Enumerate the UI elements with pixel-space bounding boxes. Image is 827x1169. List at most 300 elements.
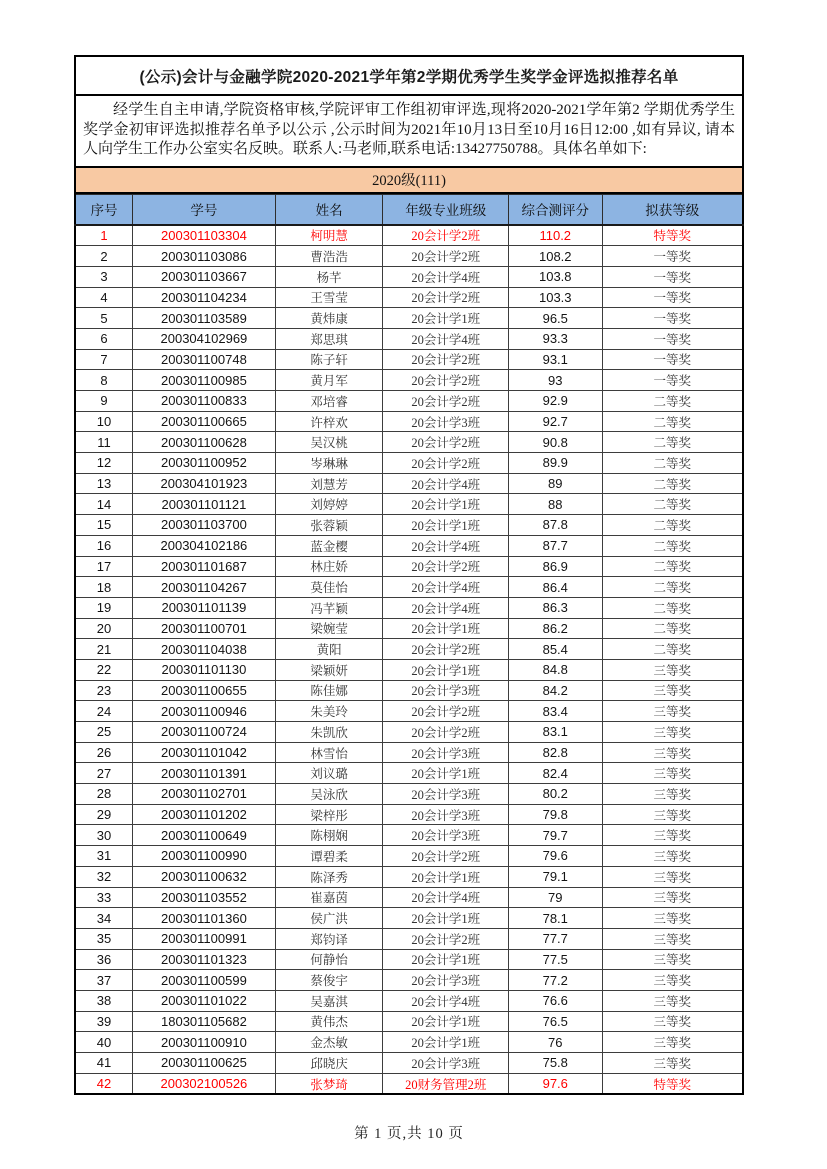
table-row: [75, 866, 743, 887]
cell-name: 许梓欢: [275, 411, 383, 432]
cell-name: 林雪怡: [275, 742, 383, 763]
cell-score: 87.7: [509, 535, 603, 556]
table-row: [75, 846, 743, 867]
cell-no: 11: [75, 432, 132, 453]
cell-score: 86.3: [509, 597, 603, 618]
cell-id: 200301104234: [132, 287, 275, 308]
scholarship-table: [74, 194, 744, 1096]
cell-id: 200301101687: [132, 556, 275, 577]
col-header-student-id: 学号: [132, 194, 275, 225]
cell-award: 三等奖: [602, 928, 743, 949]
table-row: [75, 556, 743, 577]
cell-award: 二等奖: [602, 577, 743, 598]
cell-score: 76.5: [509, 1011, 603, 1032]
cell-award: 二等奖: [602, 535, 743, 556]
cell-name: 蔡俊宇: [275, 970, 383, 991]
cell-score: 86.2: [509, 618, 603, 639]
cell-award: 三等奖: [602, 846, 743, 867]
cell-no: 25: [75, 722, 132, 743]
table-row: [75, 266, 743, 287]
cell-name: 朱美玲: [275, 701, 383, 722]
cell-name: 梁婉莹: [275, 618, 383, 639]
cell-award: 一等奖: [602, 349, 743, 370]
col-header-score: 综合测评分: [509, 194, 603, 225]
cell-id: 200301100701: [132, 618, 275, 639]
cell-id: 200301101130: [132, 659, 275, 680]
cell-class: 20会计学1班: [383, 494, 509, 515]
cell-id: 200301100632: [132, 866, 275, 887]
table-row: [75, 225, 743, 246]
cell-award: 一等奖: [602, 308, 743, 329]
cell-score: 88: [509, 494, 603, 515]
cell-award: 一等奖: [602, 328, 743, 349]
cell-id: 200301104267: [132, 577, 275, 598]
cell-id: 200301100625: [132, 1053, 275, 1074]
cell-name: 黄炜康: [275, 308, 383, 329]
notice-document: [74, 55, 744, 1095]
cell-name: 黄阳: [275, 639, 383, 660]
cell-award: 二等奖: [602, 432, 743, 453]
table-row: [75, 515, 743, 536]
cell-id: 200301104038: [132, 639, 275, 660]
cell-no: 31: [75, 846, 132, 867]
table-row: [75, 990, 743, 1011]
cell-no: 26: [75, 742, 132, 763]
table-row: [75, 246, 743, 267]
cell-no: 2: [75, 246, 132, 267]
cell-award: 三等奖: [602, 763, 743, 784]
table-row: [75, 473, 743, 494]
document-title: (公示)会计与金融学院2020-2021学年第2学期优秀学生奖学金评选拟推荐名单: [74, 55, 744, 96]
cell-name: 杨芊: [275, 266, 383, 287]
cell-class: 20会计学1班: [383, 949, 509, 970]
cell-score: 97.6: [509, 1073, 603, 1094]
cell-name: 吴泳欣: [275, 784, 383, 805]
cell-no: 7: [75, 349, 132, 370]
cell-name: 邱晓庆: [275, 1053, 383, 1074]
cell-no: 8: [75, 370, 132, 391]
table-row: [75, 391, 743, 412]
col-header-class: 年级专业班级: [383, 194, 509, 225]
cell-award: 特等奖: [602, 1073, 743, 1094]
cell-id: 200301100655: [132, 680, 275, 701]
table-row: [75, 680, 743, 701]
cell-id: 200301103589: [132, 308, 275, 329]
cell-no: 23: [75, 680, 132, 701]
cell-name: 梁颖妍: [275, 659, 383, 680]
page-number-footer: 第 1 页,共 10 页: [354, 1126, 464, 1142]
cell-no: 40: [75, 1032, 132, 1053]
cell-id: 200301103700: [132, 515, 275, 536]
cell-score: 108.2: [509, 246, 603, 267]
cell-score: 90.8: [509, 432, 603, 453]
cell-id: 200301103304: [132, 225, 275, 246]
table-row: [75, 618, 743, 639]
cell-id: 200302100526: [132, 1073, 275, 1094]
table-row: [75, 908, 743, 929]
cell-class: 20会计学2班: [383, 453, 509, 474]
cell-award: 三等奖: [602, 990, 743, 1011]
cell-id: 200301100946: [132, 701, 275, 722]
cell-no: 30: [75, 825, 132, 846]
cell-name: 曹浩浩: [275, 246, 383, 267]
cell-class: 20会计学4班: [383, 577, 509, 598]
table-row: [75, 370, 743, 391]
table-row: [75, 411, 743, 432]
cell-score: 83.4: [509, 701, 603, 722]
table-row: [75, 535, 743, 556]
cell-name: 陈佳娜: [275, 680, 383, 701]
cell-name: 吴汉桃: [275, 432, 383, 453]
cell-award: 三等奖: [602, 804, 743, 825]
cell-id: 200301101202: [132, 804, 275, 825]
cell-id: 200301100599: [132, 970, 275, 991]
cell-class: 20会计学2班: [383, 287, 509, 308]
cell-class: 20会计学2班: [383, 556, 509, 577]
cell-no: 16: [75, 535, 132, 556]
cell-class: 20会计学3班: [383, 411, 509, 432]
cell-id: 200301100628: [132, 432, 275, 453]
table-row: [75, 597, 743, 618]
cell-award: 二等奖: [602, 411, 743, 432]
cell-score: 85.4: [509, 639, 603, 660]
cell-award: 二等奖: [602, 639, 743, 660]
table-header-row: [75, 194, 743, 225]
cell-name: 梁梓彤: [275, 804, 383, 825]
cell-no: 34: [75, 908, 132, 929]
table-row: [75, 1011, 743, 1032]
cell-no: 5: [75, 308, 132, 329]
cell-class: 20会计学4班: [383, 535, 509, 556]
cell-score: 79.6: [509, 846, 603, 867]
cell-name: 刘婷婷: [275, 494, 383, 515]
cell-id: 200301101323: [132, 949, 275, 970]
cell-name: 谭碧柔: [275, 846, 383, 867]
table-row: [75, 287, 743, 308]
cell-id: 200301100910: [132, 1032, 275, 1053]
cell-name: 郑钧译: [275, 928, 383, 949]
cell-no: 4: [75, 287, 132, 308]
cell-class: 20会计学4班: [383, 597, 509, 618]
cell-class: 20会计学1班: [383, 659, 509, 680]
cell-class: 20会计学1班: [383, 763, 509, 784]
cell-score: 82.8: [509, 742, 603, 763]
cell-id: 200301100748: [132, 349, 275, 370]
cell-class: 20会计学2班: [383, 722, 509, 743]
cell-award: 二等奖: [602, 453, 743, 474]
cell-id: 200304102186: [132, 535, 275, 556]
table-row: [75, 970, 743, 991]
cell-no: 39: [75, 1011, 132, 1032]
cell-score: 75.8: [509, 1053, 603, 1074]
cell-award: 一等奖: [602, 370, 743, 391]
cell-id: 200301101360: [132, 908, 275, 929]
cell-award: 三等奖: [602, 742, 743, 763]
cell-award: 二等奖: [602, 515, 743, 536]
cell-class: 20会计学3班: [383, 825, 509, 846]
cell-score: 103.3: [509, 287, 603, 308]
cell-no: 18: [75, 577, 132, 598]
cell-class: 20会计学3班: [383, 784, 509, 805]
cell-score: 110.2: [509, 225, 603, 246]
cell-no: 21: [75, 639, 132, 660]
cell-class: 20会计学2班: [383, 701, 509, 722]
cell-class: 20会计学3班: [383, 1053, 509, 1074]
cell-id: 200301103667: [132, 266, 275, 287]
cell-id: 200301101042: [132, 742, 275, 763]
cell-class: 20会计学3班: [383, 804, 509, 825]
cell-no: 36: [75, 949, 132, 970]
cell-class: 20会计学3班: [383, 970, 509, 991]
cell-award: 三等奖: [602, 825, 743, 846]
cell-name: 刘慧芳: [275, 473, 383, 494]
cell-no: 12: [75, 453, 132, 474]
table-row: [75, 494, 743, 515]
col-header-index: 序号: [75, 194, 132, 225]
cell-no: 9: [75, 391, 132, 412]
cell-id: 200301101139: [132, 597, 275, 618]
cell-score: 89: [509, 473, 603, 494]
cell-name: 黄月军: [275, 370, 383, 391]
cell-award: 一等奖: [602, 287, 743, 308]
cell-id: 200301101022: [132, 990, 275, 1011]
cell-id: 200301102701: [132, 784, 275, 805]
cell-name: 蓝金樱: [275, 535, 383, 556]
cell-class: 20会计学2班: [383, 370, 509, 391]
table-row: [75, 349, 743, 370]
cell-no: 3: [75, 266, 132, 287]
cell-class: 20会计学1班: [383, 515, 509, 536]
cell-id: 200301100833: [132, 391, 275, 412]
cell-name: 王雪莹: [275, 287, 383, 308]
cell-id: 200301101391: [132, 763, 275, 784]
table-row: [75, 722, 743, 743]
cell-id: 200301100649: [132, 825, 275, 846]
cell-no: 24: [75, 701, 132, 722]
cell-id: 200301100665: [132, 411, 275, 432]
cell-no: 28: [75, 784, 132, 805]
cell-award: 三等奖: [602, 722, 743, 743]
table-row: [75, 701, 743, 722]
cell-award: 三等奖: [602, 680, 743, 701]
cell-name: 金杰敏: [275, 1032, 383, 1053]
cell-class: 20会计学4班: [383, 887, 509, 908]
cell-no: 32: [75, 866, 132, 887]
cell-no: 17: [75, 556, 132, 577]
cell-name: 何静怡: [275, 949, 383, 970]
scholarship-table-body: [75, 225, 743, 1095]
cell-class: 20会计学2班: [383, 349, 509, 370]
cell-no: 15: [75, 515, 132, 536]
cell-id: 200304101923: [132, 473, 275, 494]
cell-name: 陈栩娴: [275, 825, 383, 846]
cell-id: 200301100985: [132, 370, 275, 391]
col-header-award: 拟获等级: [602, 194, 743, 225]
cell-class: 20会计学4班: [383, 990, 509, 1011]
cell-score: 77.5: [509, 949, 603, 970]
cell-award: 二等奖: [602, 556, 743, 577]
cell-class: 20会计学2班: [383, 432, 509, 453]
table-row: [75, 949, 743, 970]
cell-id: 180301105682: [132, 1011, 275, 1032]
cell-no: 20: [75, 618, 132, 639]
cell-class: 20会计学4班: [383, 473, 509, 494]
cell-name: 张梦琦: [275, 1073, 383, 1094]
cell-award: 三等奖: [602, 784, 743, 805]
cell-score: 84.2: [509, 680, 603, 701]
cell-award: 三等奖: [602, 908, 743, 929]
cell-award: 二等奖: [602, 391, 743, 412]
table-row: [75, 804, 743, 825]
cell-class: 20会计学3班: [383, 680, 509, 701]
cell-score: 87.8: [509, 515, 603, 536]
cell-score: 76.6: [509, 990, 603, 1011]
cell-id: 200301103086: [132, 246, 275, 267]
table-row: [75, 1073, 743, 1094]
cell-award: 三等奖: [602, 1053, 743, 1074]
cell-score: 79.7: [509, 825, 603, 846]
cell-score: 79: [509, 887, 603, 908]
cell-award: 三等奖: [602, 1011, 743, 1032]
grade-section-header: 2020级(111): [74, 168, 744, 194]
cell-no: 35: [75, 928, 132, 949]
cell-class: 20会计学4班: [383, 328, 509, 349]
cell-score: 84.8: [509, 659, 603, 680]
table-row: [75, 763, 743, 784]
cell-class: 20会计学1班: [383, 908, 509, 929]
table-row: [75, 328, 743, 349]
cell-class: 20会计学3班: [383, 742, 509, 763]
cell-class: 20财务管理2班: [383, 1073, 509, 1094]
cell-class: 20会计学2班: [383, 246, 509, 267]
cell-score: 86.9: [509, 556, 603, 577]
cell-class: 20会计学2班: [383, 639, 509, 660]
table-row: [75, 784, 743, 805]
cell-name: 刘议璐: [275, 763, 383, 784]
cell-award: 三等奖: [602, 970, 743, 991]
cell-class: 20会计学1班: [383, 1032, 509, 1053]
cell-score: 76: [509, 1032, 603, 1053]
cell-name: 陈子轩: [275, 349, 383, 370]
cell-score: 77.7: [509, 928, 603, 949]
cell-award: 三等奖: [602, 887, 743, 908]
cell-award: 三等奖: [602, 701, 743, 722]
cell-name: 柯明慧: [275, 225, 383, 246]
cell-name: 陈泽秀: [275, 866, 383, 887]
cell-name: 崔嘉茵: [275, 887, 383, 908]
cell-id: 200304102969: [132, 328, 275, 349]
table-row: [75, 308, 743, 329]
table-row: [75, 453, 743, 474]
cell-score: 93: [509, 370, 603, 391]
cell-no: 19: [75, 597, 132, 618]
cell-no: 6: [75, 328, 132, 349]
table-row: [75, 928, 743, 949]
cell-id: 200301100952: [132, 453, 275, 474]
cell-id: 200301101121: [132, 494, 275, 515]
cell-score: 80.2: [509, 784, 603, 805]
cell-id: 200301100990: [132, 846, 275, 867]
cell-score: 78.1: [509, 908, 603, 929]
col-header-name: 姓名: [275, 194, 383, 225]
cell-no: 42: [75, 1073, 132, 1094]
table-row: [75, 432, 743, 453]
cell-award: 三等奖: [602, 949, 743, 970]
cell-score: 93.3: [509, 328, 603, 349]
table-row: [75, 577, 743, 598]
cell-no: 37: [75, 970, 132, 991]
cell-score: 93.1: [509, 349, 603, 370]
cell-award: 三等奖: [602, 866, 743, 887]
cell-score: 83.1: [509, 722, 603, 743]
cell-class: 20会计学1班: [383, 308, 509, 329]
cell-no: 27: [75, 763, 132, 784]
cell-award: 三等奖: [602, 659, 743, 680]
cell-name: 林庄娇: [275, 556, 383, 577]
cell-class: 20会计学1班: [383, 1011, 509, 1032]
cell-award: 二等奖: [602, 618, 743, 639]
cell-score: 89.9: [509, 453, 603, 474]
cell-award: 二等奖: [602, 473, 743, 494]
cell-id: 200301103552: [132, 887, 275, 908]
table-row: [75, 1053, 743, 1074]
cell-no: 13: [75, 473, 132, 494]
cell-class: 20会计学4班: [383, 266, 509, 287]
table-row: [75, 639, 743, 660]
notice-paragraph: 经学生自主申请,学院资格审核,学院评审工作组初审评选,现将2020-2021学年第2 学期优秀学生奖学金初审评选拟推荐名单予以公示 ,公示时间为2021年10月13日至10月16日12:00 ,如有异议, 请本人向学生工作办公室实名反映。联系人:马老师,联系电话:13427750788。具体名单如下:: [74, 96, 744, 168]
cell-name: 侯广洪: [275, 908, 383, 929]
cell-no: 33: [75, 887, 132, 908]
table-row: [75, 742, 743, 763]
cell-name: 邓培睿: [275, 391, 383, 412]
table-row: [75, 659, 743, 680]
cell-name: 黄伟杰: [275, 1011, 383, 1032]
cell-id: 200301100724: [132, 722, 275, 743]
cell-name: 吴嘉淇: [275, 990, 383, 1011]
cell-award: 特等奖: [602, 225, 743, 246]
cell-score: 86.4: [509, 577, 603, 598]
cell-no: 14: [75, 494, 132, 515]
cell-award: 三等奖: [602, 1032, 743, 1053]
cell-no: 1: [75, 225, 132, 246]
cell-class: 20会计学1班: [383, 866, 509, 887]
cell-class: 20会计学1班: [383, 618, 509, 639]
cell-score: 92.7: [509, 411, 603, 432]
table-row: [75, 825, 743, 846]
cell-no: 38: [75, 990, 132, 1011]
cell-score: 103.8: [509, 266, 603, 287]
cell-name: 郑思琪: [275, 328, 383, 349]
cell-no: 29: [75, 804, 132, 825]
cell-score: 96.5: [509, 308, 603, 329]
table-row: [75, 1032, 743, 1053]
cell-class: 20会计学2班: [383, 928, 509, 949]
table-row: [75, 887, 743, 908]
cell-score: 79.1: [509, 866, 603, 887]
cell-award: 二等奖: [602, 597, 743, 618]
cell-award: 一等奖: [602, 266, 743, 287]
cell-score: 92.9: [509, 391, 603, 412]
cell-no: 10: [75, 411, 132, 432]
cell-score: 77.2: [509, 970, 603, 991]
cell-class: 20会计学2班: [383, 225, 509, 246]
cell-name: 冯芊颖: [275, 597, 383, 618]
cell-name: 莫佳怡: [275, 577, 383, 598]
cell-award: 一等奖: [602, 246, 743, 267]
cell-id: 200301100991: [132, 928, 275, 949]
cell-class: 20会计学2班: [383, 846, 509, 867]
cell-no: 22: [75, 659, 132, 680]
